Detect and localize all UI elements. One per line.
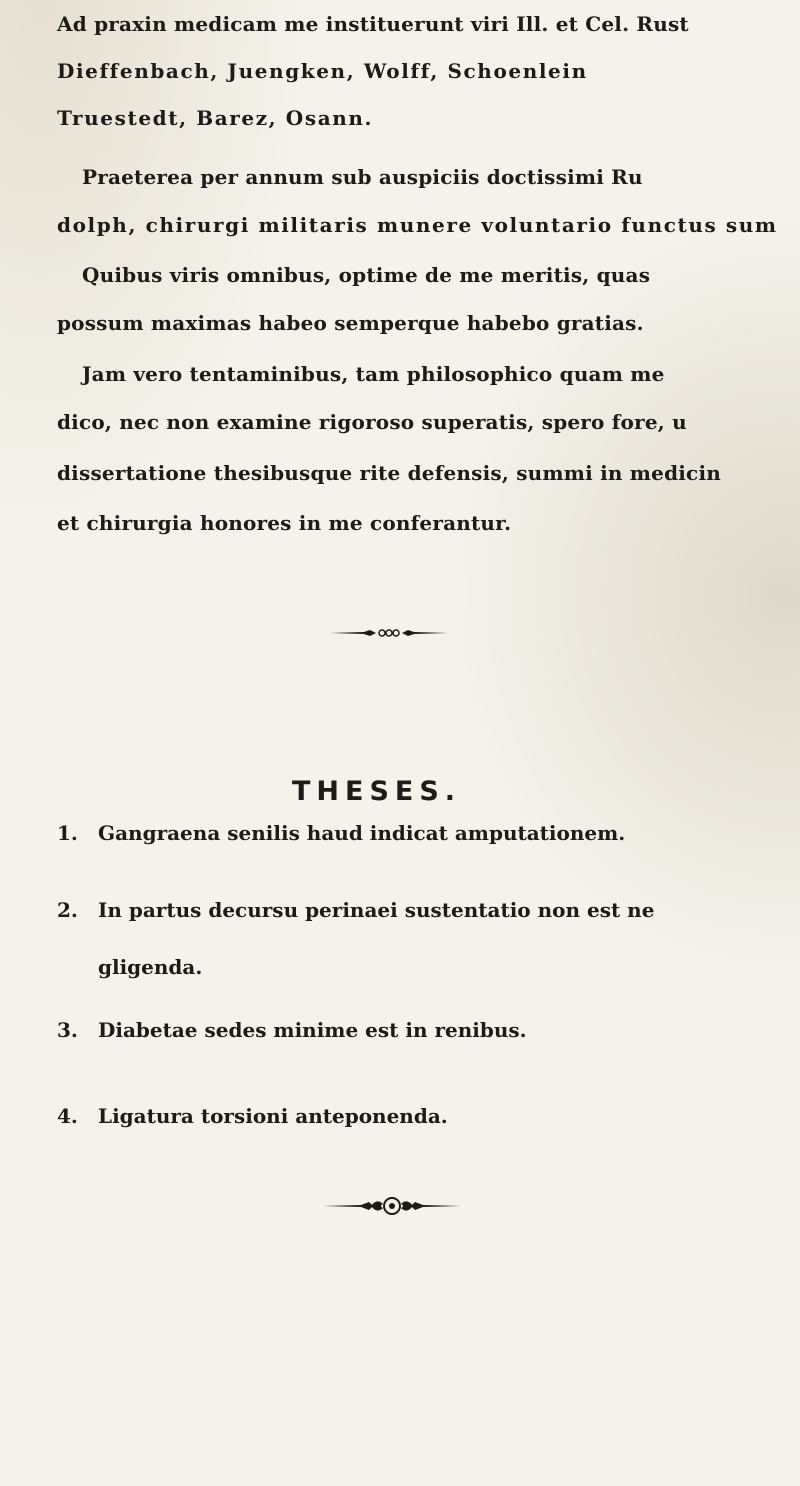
- text-line: dico, nec non examine rigoroso superatis, spero fore, u: [57, 410, 687, 434]
- thesis-number: 1.: [57, 821, 78, 845]
- text-line: Dieffenbach, Juengken, Wolff, Schoenlein: [57, 59, 588, 83]
- text-line: possum maximas habeo semperque habebo gratias.: [57, 311, 644, 335]
- rule-ornament-icon: [330, 628, 448, 638]
- thesis-number: 3.: [57, 1018, 78, 1042]
- text-line: Truestedt, Barez, Osann.: [57, 106, 374, 130]
- theses-heading: THESES.: [292, 776, 462, 807]
- text-line: Praeterea per annum sub auspiciis doctissimi Ru: [82, 165, 643, 189]
- text-line: Jam vero tentaminibus, tam philosophico quam me: [82, 362, 665, 386]
- thesis-text: In partus decursu perinaei sustentatio non est ne: [98, 898, 655, 922]
- thesis-number: 2.: [57, 898, 78, 922]
- thesis-number: 4.: [57, 1104, 78, 1128]
- thesis-text: Diabetae sedes minime est in renibus.: [98, 1018, 527, 1042]
- thesis-text: gligenda.: [98, 955, 203, 979]
- text-line: Quibus viris omnibus, optime de me meritis, quas: [82, 263, 651, 287]
- thesis-text: Ligatura torsioni anteponenda.: [98, 1104, 448, 1128]
- text-line: Ad praxin medicam me instituerunt viri Ill. et Cel. Rust: [57, 12, 689, 36]
- text-line: dissertatione thesibusque rite defensis, summi in medicin: [57, 461, 721, 485]
- tailpiece-ornament-icon: [321, 1195, 463, 1217]
- thesis-text: Gangraena senilis haud indicat amputationem.: [98, 821, 626, 845]
- text-line: et chirurgia honores in me conferantur.: [57, 511, 512, 535]
- text-line: dolph, chirurgi militaris munere voluntario functus sum: [57, 213, 778, 237]
